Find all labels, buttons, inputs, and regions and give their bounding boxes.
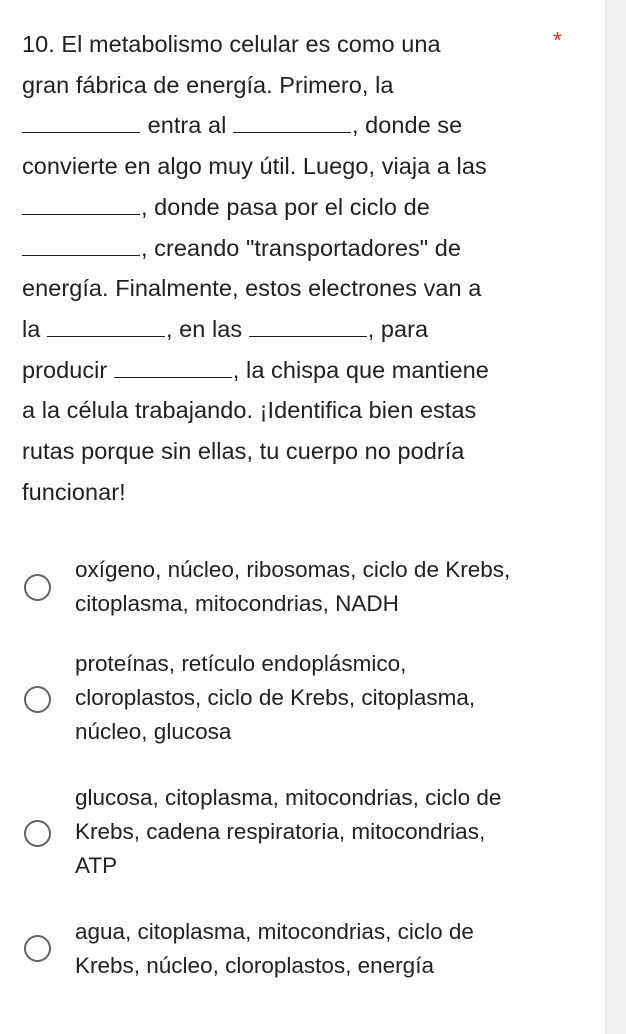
option-line: proteínas, retículo endoplásmico, — [75, 651, 407, 676]
option-line: núcleo, glucosa — [75, 719, 232, 744]
question-line — [22, 187, 557, 228]
option-line: glucosa, citoplasma, mitocondrias, ciclo de — [75, 785, 502, 810]
option-line: oxígeno, núcleo, ribosomas, ciclo de Krebs, — [75, 557, 511, 582]
question-fragment: , creando "transportadores" de — [141, 234, 461, 261]
question-fragment: , donde se — [351, 112, 463, 139]
option-label[interactable] — [75, 553, 565, 621]
blank-4 — [22, 233, 140, 256]
blank-6 — [249, 314, 367, 337]
question-line — [22, 350, 557, 391]
question-line: a la célula trabajando. ¡Identifica bien estas — [22, 397, 477, 424]
question-line: convierte en algo muy útil. Luego, viaja a las — [22, 153, 487, 180]
question-text — [22, 24, 557, 512]
question-line — [22, 228, 557, 269]
question-fragment: la — [22, 315, 47, 342]
answer-option-2[interactable] — [24, 645, 584, 749]
question-fragment: , la chispa que mantiene — [232, 356, 489, 383]
answer-option-3[interactable] — [24, 779, 584, 883]
question-fragment: , donde pasa por el ciclo de — [141, 193, 430, 220]
option-line: ATP — [75, 853, 118, 878]
required-asterisk: * — [553, 27, 562, 53]
question-line — [22, 309, 557, 350]
question-fragment: , para — [367, 315, 429, 342]
question-fragment: entra al — [141, 112, 233, 139]
option-label[interactable] — [75, 915, 565, 983]
answer-option-1[interactable] — [24, 551, 584, 621]
question-line: rutas porque sin ellas, tu cuerpo no podría — [22, 438, 465, 465]
radio-button-icon[interactable] — [24, 820, 51, 847]
option-line: cloroplastos, ciclo de Krebs, citoplasma, — [75, 685, 476, 710]
question-line — [22, 105, 557, 146]
question-title-line: 10. El metabolismo celular es como una — [22, 31, 441, 57]
option-label[interactable] — [75, 781, 565, 883]
option-line: Krebs, núcleo, cloroplastos, energía — [75, 953, 434, 978]
option-line: Krebs, cadena respiratoria, mitocondrias, — [75, 819, 486, 844]
blank-2 — [233, 110, 351, 133]
question-line: gran fábrica de energía. Primero, la — [22, 71, 394, 98]
question-fragment: producir — [22, 356, 114, 383]
radio-button-icon[interactable] — [24, 686, 51, 713]
radio-button-icon[interactable] — [24, 935, 51, 962]
blank-1 — [22, 110, 140, 133]
blank-5 — [47, 314, 165, 337]
option-line: agua, citoplasma, mitocondrias, ciclo de — [75, 919, 474, 944]
question-line: energía. Finalmente, estos electrones van a — [22, 275, 482, 302]
page-background-strip — [605, 0, 626, 1034]
blank-3 — [22, 192, 140, 215]
blank-7 — [114, 355, 232, 378]
option-line: citoplasma, mitocondrias, NADH — [75, 591, 399, 616]
question-line: funcionar! — [22, 478, 126, 505]
option-label[interactable] — [75, 647, 565, 749]
answer-option-4[interactable] — [24, 913, 584, 983]
radio-button-icon[interactable] — [24, 574, 51, 601]
question-fragment: , en las — [165, 315, 249, 342]
